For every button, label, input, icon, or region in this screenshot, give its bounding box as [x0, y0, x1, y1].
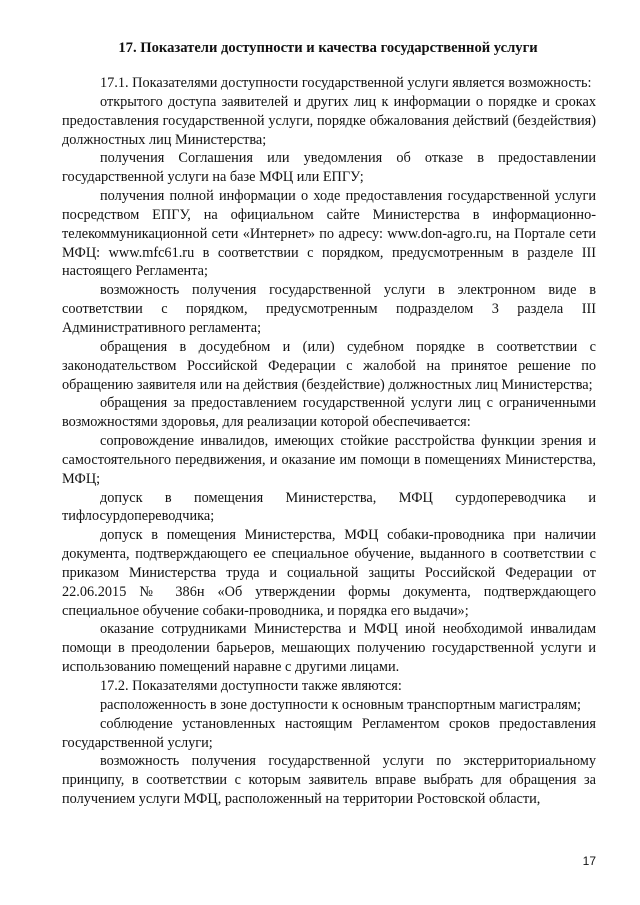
section-heading: 17. Показатели доступности и качества государственной услуги: [118, 40, 538, 56]
paragraph-full-info: получения полной информации о ходе предоставления государственной услуги посредством ЕПГУ, на официальном сайте Министерства в информационно-телекоммуникационной сети «Интернет» по адресу: www.don-agro.ru, на Портале сети МФЦ: www.mfc61.ru в соответствии с порядком, предусмотренным в разделе III настоящего Регламента;: [62, 188, 596, 280]
document-body: [62, 74, 596, 809]
paragraph-17-1-intro: 17.1. Показателями доступности государственной услуги является возможность:: [100, 75, 592, 91]
paragraph-open-access: открытого доступа заявителей и других лиц к информации о порядке и сроках предоставления государственной услуги, порядке обжалования действий (бездействия) должностных лиц Министерства;: [62, 93, 596, 148]
paragraph-guide-dog: допуск в помещения Министерства, МФЦ собаки-проводника при наличии документа, подтверждающего ее специальное обучение, выданного в соответствии с приказом Министерства труда и социальной защиты Российской Федерации от 22.06.2015 № 386н «Об утверждении формы документа, подтверждающего специальное обучение собаки-проводника, и порядка его выдачи»;: [62, 527, 596, 619]
paragraph-staff-help: оказание сотрудниками Министерства и МФЦ иной необходимой инвалидам помощи в преодолении барьеров, мешающих получению государственной услуги и использованию помещений наравне с другими лицами.: [62, 621, 596, 676]
paragraph-extraterritorial: возможность получения государственной услуги по экстерриториальному принципу, в соответствии с которым заявитель вправе выбрать для обращения за получением услуги МФЦ, расположенный на территории Ростовской области,: [62, 753, 596, 808]
paragraph-agreement: получения Соглашения или уведомления об отказе в предоставлении государственной услуги на базе МФЦ или ЕПГУ;: [62, 150, 596, 186]
paragraph-disabled-access: обращения за предоставлением государственной услуги лиц с ограниченными возможностями здоровья, для реализации которой обеспечивается:: [62, 395, 596, 431]
page-number: 17: [582, 854, 596, 868]
paragraph-escort: сопровождение инвалидов, имеющих стойкие расстройства функции зрения и самостоятельного передвижения, и оказание им помощи в помещениях Министерства, МФЦ;: [62, 433, 596, 487]
paragraph-transport: расположенность в зоне доступности к основным транспортным магистралям;: [100, 696, 581, 713]
paragraph-appeal: обращения в досудебном и (или) судебном порядке в соответствии с законодательством Российской Федерации с жалобой на принятое решение по обращению заявителя или на действия (бездействие) должностных лиц Министерства;: [62, 338, 596, 393]
paragraph-interpreter: допуск в помещения Министерства, МФЦ сурдопереводчика и тифлосурдопереводчика;: [62, 489, 596, 525]
paragraph-deadlines: соблюдение установленных настоящим Регламентом сроков предоставления государственной услуги;: [62, 715, 596, 751]
paragraph-17-2-intro: 17.2. Показателями доступности также являются:: [100, 678, 402, 694]
paragraph-electronic: возможность получения государственной услуги в электронном виде в соответствии с порядком, предусмотренным подразделом 3 раздела III Административного регламента;: [62, 282, 596, 336]
